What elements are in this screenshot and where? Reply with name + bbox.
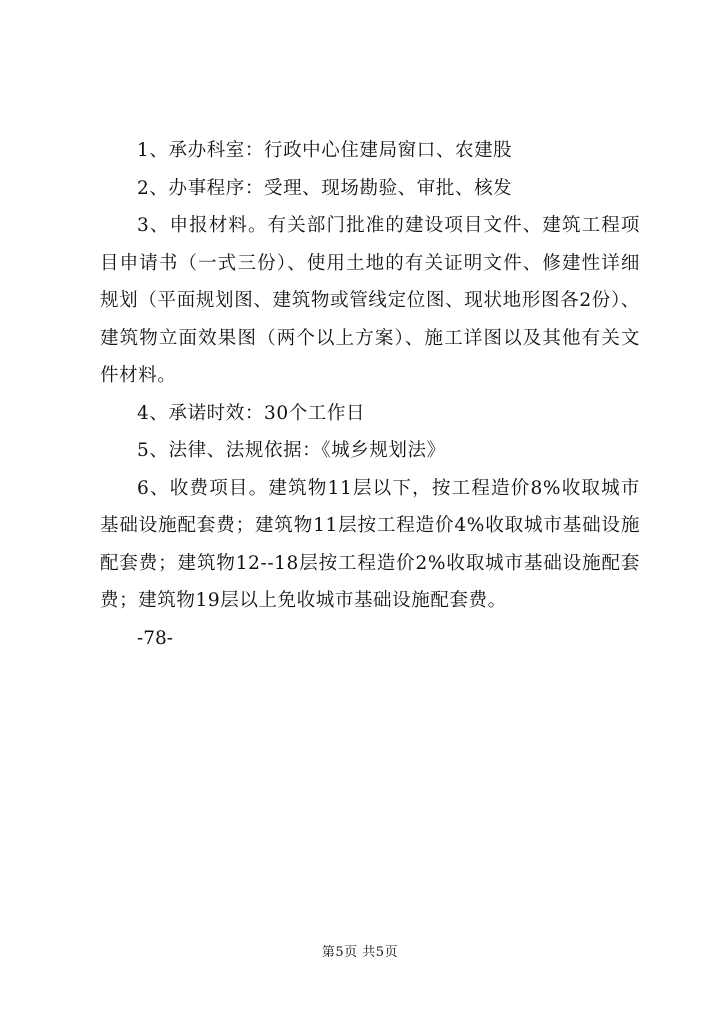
document-body (100, 132, 640, 657)
paragraph-procedure: 2、办事程序：受理、现场勘验、审批、核发 (137, 177, 513, 199)
paragraph-time-limit: 4、承诺时效：30个工作日 (137, 402, 366, 424)
paragraph-materials: 3、申报材料。有关部门批准的建设项目文件、建筑工程项目申请书（一式三份）、使用土地的有关证明文件、修建性详细规划（平面规划图、建筑物或管线定位图、现状地形图各2份）、建筑物立面效果图（两个以上方案）、施工详图以及其他有关文件材料。 (100, 215, 640, 386)
inline-page-number: -78- (137, 627, 174, 649)
paragraph-department: 1、承办科室：行政中心住建局窗口、农建股 (137, 140, 513, 161)
page-footer: 第5页 共5页 (321, 945, 399, 960)
paragraph-fees: 6、收费项目。建筑物11层以下，按工程造价8%收取城市基础设施配套费；建筑物11层按工程造价4%收取城市基础设施配套费；建筑物12--18层按工程造价2%收取城市基础设施配套费；建筑物19层以上免收城市基础设施配套费。 (100, 477, 640, 611)
paragraph-legal-basis: 5、法律、法规依据：《城乡规划法》 (137, 440, 446, 461)
